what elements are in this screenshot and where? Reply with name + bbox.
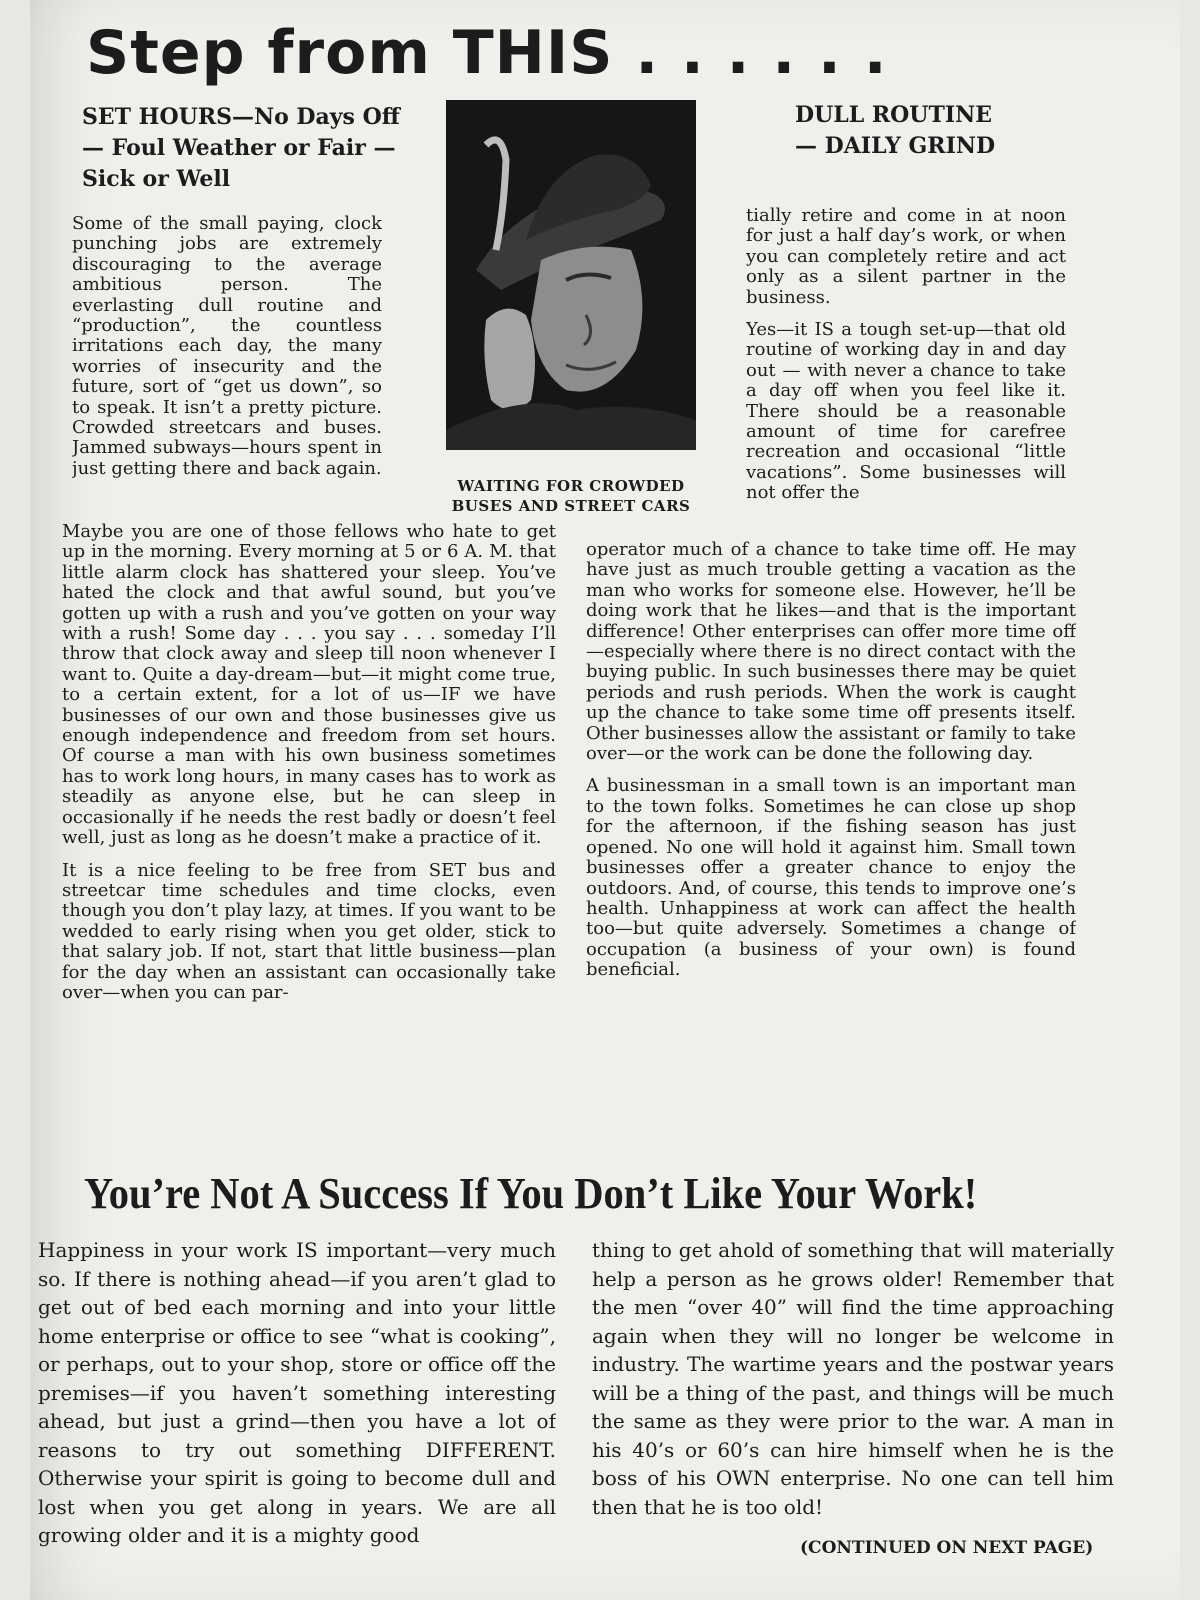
paragraph: It is a nice feeling to be free from SET bus and streetcar time schedules and time clocks, even though you don’t play lazy, at times. If you want to be wedded to early rising when you get older, stick to that salary job. If not, start that little business—plan for the day when an assistant can occasionally take over—when you can par- — [62, 859, 556, 1003]
paragraph: Happiness in your work IS important—very much so. If there is nothing ahead—if you aren’t glad to get out of bed each morning and into your little home enterprise or office to see “what is cooking”, or perhaps, out to your shop, store or office off the premises—if you haven’t something interesting ahead, but just a grind—then you have a lot of reasons to try out something DIFFERENT. Otherwise your spirit is going to become dull and lost when you get along in years. We are all growing older and it is a mighty good — [38, 1238, 556, 1547]
continued-note: (CONTINUED ON NEXT PAGE) — [800, 1538, 1094, 1558]
paragraph: operator much of a chance to take time off. He may have just as much trouble getting a vacation as the man who works for someone else. However, he’ll be doing work that he likes—and that is the important difference! Other enterprises can offer more time off—especially where there is no direct contact with the buying public. In such businesses there may be quiet periods and rush periods. When the work is caught up the chance to take some time off presents itself. Other businesses allow the assistant or family to take over—or the work can be done the following day. — [586, 540, 1076, 765]
column-bottom-right — [592, 1236, 1114, 1536]
paragraph: Maybe you are one of those fellows who hate to get up in the morning. Every morning at 5 or 6 A. M. that little alarm clock has shattered your sleep. You’ve hated the clock and that awful sound, but you’ve gotten up with a rush and you’ve gotten on your way with a rush! Some day . . . you say . . . someday I’ll throw that clock away and sleep till noon whenever I want to. Quite a day-dream—but—it might come true, to a certain extent, for a lot of us—IF we have businesses of our own and those businesses give us enough independence and freedom from set hours. Of course a man with his own business sometimes has to work long hours, in many cases has to work as steadily as anyone else, but he can sleep in occasionally if he needs the rest badly or doesn’t feel well, just as long as he doesn’t make a practice of it. — [62, 522, 556, 849]
subhead-set-hours: SET HOURS—No Days Off — Foul Weather or Fair — Sick or Well — [82, 104, 400, 192]
column-right — [586, 540, 1076, 1128]
man-in-hat-photo — [446, 100, 696, 450]
column-left-top — [72, 214, 382, 514]
subhead-dull-routine: DULL ROUTINE — DAILY GRIND — [795, 102, 996, 159]
section-title: You’re Not A Success If You Don’t Like Your Work! — [84, 1169, 978, 1218]
paragraph: thing to get ahold of something that will materially help a person as he grows older! Remember that the men “over 40” will find the time approaching again when they will no longer be welcome in industry. The wartime years and the postwar years will be a thing of the past, and things will be much the same as they were prior to the war. A man in his 40’s or 60’s can hire himself when he is the boss of his OWN enterprise. No one can tell him then that he is too old! — [592, 1238, 1114, 1519]
photo-caption: WAITING FOR CROWDED BUSES AND STREET CARS — [451, 477, 691, 515]
column-right-top — [746, 206, 1066, 532]
paragraph: A businessman in a small town is an important man to the town folks. Sometimes he can close up shop for the afternoon, if the fishing season has just opened. No one will hold it against him. Small town businesses offer a greater chance to enjoy the outdoors. And, of course, this tends to improve one’s health. Unhappiness at work can affect the health too—but quite adversely. Sometimes a change of occupation (a business of your own) is found beneficial. — [586, 775, 1076, 981]
headline: Step from THIS . . . . . . — [86, 18, 888, 88]
paragraph: Some of the small paying, clock punching jobs are extremely discouraging to the average ambitious person. The everlasting dull routine and “production”, the countless irritations each day, the many worries of insecurity and the future, sort of “get us down”, so to speak. It isn’t a pretty picture. Crowded streetcars and buses. Jammed subways—hours spent in just getting there and back again. — [72, 214, 382, 479]
column-bottom-left — [38, 1236, 556, 1576]
paragraph: Yes—it IS a tough set-up—that old routine of working day in and day out — with never a chance to take a day off when you feel like it. There should be a reasonable amount of time for carefree recreation and occasional “little vacations”. Some businesses will not offer the — [746, 319, 1066, 504]
paragraph: tially retire and come in at noon for just a half day’s work, or when you can completely retire and act only as a silent partner in the business. — [746, 206, 1066, 308]
column-left — [62, 522, 556, 1134]
